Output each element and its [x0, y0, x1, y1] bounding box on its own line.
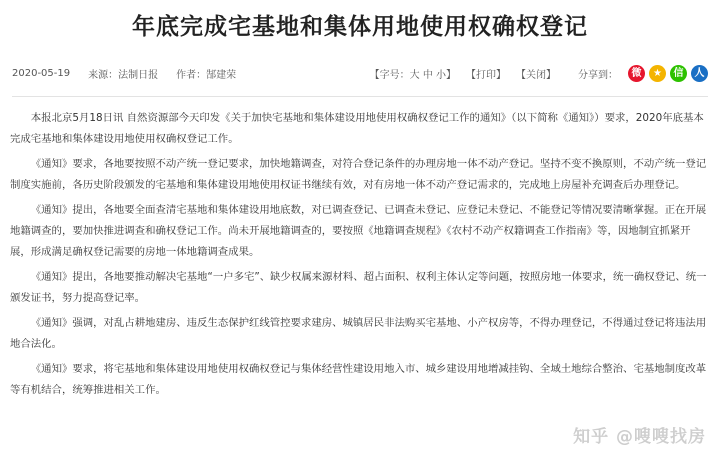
paragraph: 本报北京5月18日讯 自然资源部今天印发《关于加快宅基地和集体建设用地使用权确权登记工作的通知》（以下简称《通知》）要求，2020年底基本完成宅基地和集体建设用地使用权确权登记工作。 [10, 112, 704, 145]
paragraph: 《通知》提出，各地要推动解决宅基地“一户多宅”、缺少权属来源材料、超占面积、权利主体认定等问题，按照房地一体要求，统一确权登记、统一颁发证书，努力提高登记率。 [10, 271, 707, 304]
qzone-icon[interactable]: ★ [649, 65, 666, 82]
paragraph: 《通知》提出，各地要全面查清宅基地和集体建设用地底数，对已调查登记、已调查未登记、应登记未登记、不能登记等情况要清晰掌握。正在开展地籍调查的，要加快推进调查和确权登记工作。尚未开展地籍调查的，要按照《地籍调查规程》《农村不动产权籍调查工作指南》等，因地制宜抓紧开展，形成满足确权登记需要的房地一体地籍调查成果。 [10, 204, 707, 258]
paragraph: 《通知》强调，对乱占耕地建房、违反生态保护红线管控要求建房、城镇居民非法购买宅基地、小产权房等，不得办理登记，不得通过登记将违法用地合法化。 [10, 317, 707, 350]
article-title: 年底完成宅基地和集体用地使用权确权登记 [132, 13, 588, 40]
close-link[interactable]: 【关闭】 [516, 69, 556, 81]
print-link[interactable]: 【打印】 [466, 69, 506, 81]
paragraph: 《通知》要求，将宅基地和集体建设用地使用权确权登记与集体经营性建设用地入市、城乡建设用地增减挂钩、全域土地综合整治、宅基地制度改革等有机结合，统筹推进相关工作。 [10, 363, 707, 396]
renren-icon[interactable]: 人 [691, 65, 708, 82]
share-label: 分享到： [578, 69, 618, 81]
font-size-selector[interactable]: 【字号：大 中 小】 [369, 69, 456, 81]
paragraph: 《通知》要求，各地要按照不动产统一登记要求，加快地籍调查，对符合登记条件的办理房地一体不动产登记。坚持不变不換原则，不动产统一登记制度实施前，各历史阶段颁发的宅基地和集体建设用地使用权证书继续有效，对有房地一体不动产登记需求的，完成地上房屋补充调查后办理登记。 [10, 158, 707, 191]
article-body [10, 108, 710, 405]
watermark: 知乎 @嗖嗖找房 [573, 427, 706, 447]
publish-date: 2020-05-19 [12, 67, 71, 79]
article-meta [12, 58, 708, 88]
weibo-icon[interactable]: 微 [628, 65, 645, 82]
wechat-icon[interactable]: 信 [670, 65, 687, 82]
share-icons [624, 65, 708, 82]
article-source: 来源：法制日报 [88, 69, 159, 81]
article-tools [360, 65, 708, 82]
header-divider [12, 96, 708, 97]
article-author: 作者：郜建荣 [176, 69, 237, 81]
